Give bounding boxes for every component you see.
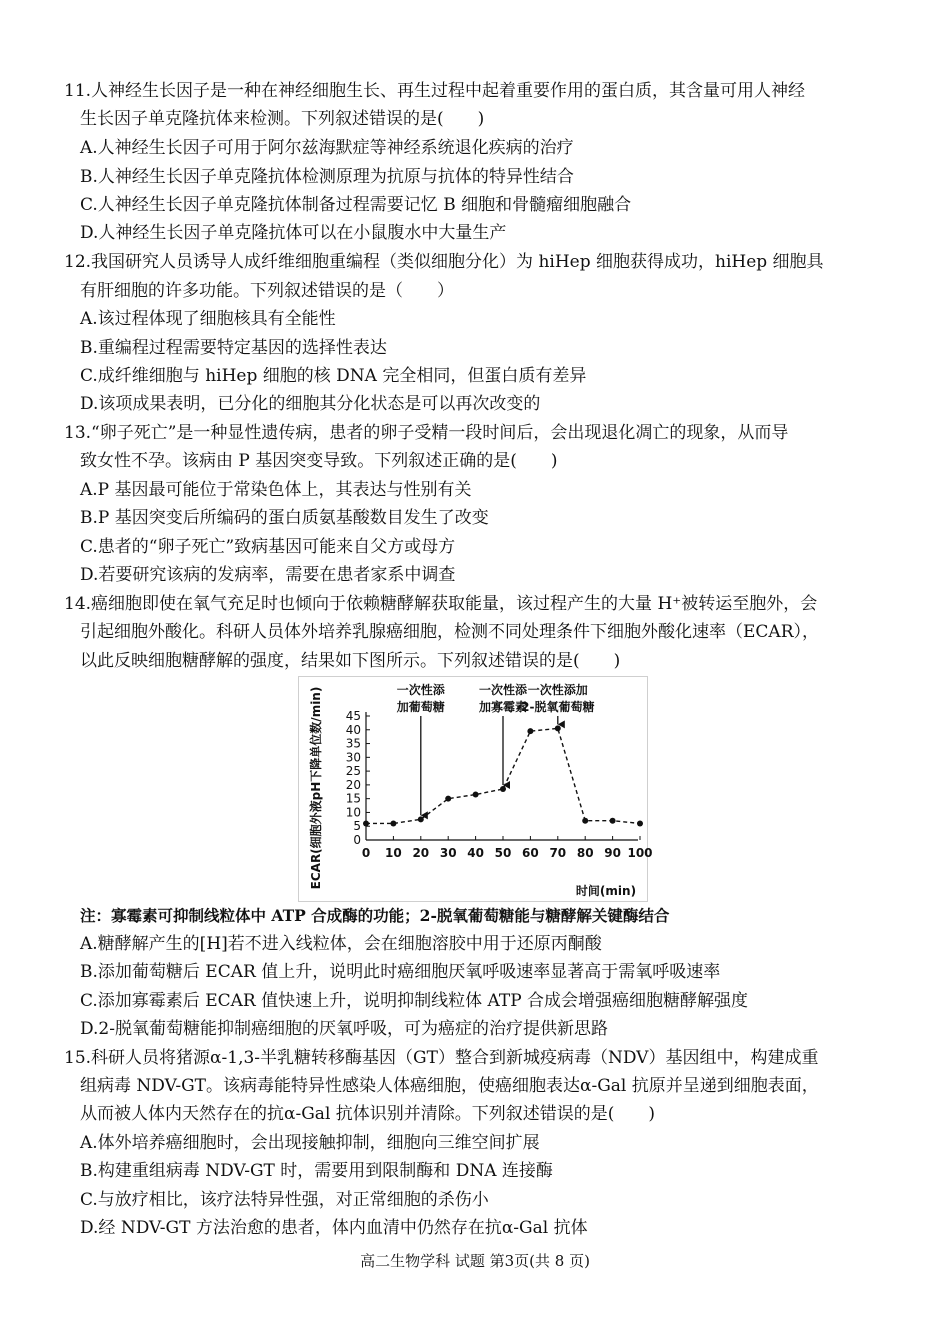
q14-chart-note: 注：寡霉素可抑制线粒体中 ATP 合成酶的功能；2-脱氧葡萄糖能与糖酵解关键酶结合 <box>80 906 670 925</box>
data-point <box>637 820 643 826</box>
q13-option-c: C.患者的“卵子死亡”致病基因可能来自父方或母方 <box>80 537 456 557</box>
q12-stem-line-2: 有肝细胞的许多功能。下列叙述错误的是（ ） <box>80 281 454 301</box>
q13-option-a: A.P 基因最可能位于常染色体上，其表达与性别有关 <box>80 480 472 500</box>
q14-option-a: A.糖酵解产生的[H]若不进入线粒体，会在细胞溶胶中用于还原丙酮酸 <box>80 934 602 954</box>
q11-option-d: D.人神经生长因子单克隆抗体可以在小鼠腹水中大量生产 <box>80 223 507 243</box>
y-tick-label: 0 <box>353 833 361 847</box>
x-tick-label: 70 <box>549 846 567 860</box>
q14-option-d: D.2-脱氧葡萄糖能抑制癌细胞的厌氧呼吸，可为癌症的治疗提供新思路 <box>80 1019 608 1039</box>
y-tick-label: 45 <box>345 709 361 723</box>
q15-option-c: C.与放疗相比，该疗法特异性强，对正常细胞的杀伤小 <box>80 1190 489 1210</box>
q13-option-d: D.若要研究该病的发病率，需要在患者家系中调查 <box>80 565 456 585</box>
q14-stem-line-3: 以此反映细胞糖酵解的强度，结果如下图所示。下列叙述错误的是( ) <box>80 651 621 671</box>
data-point <box>500 786 506 792</box>
q14-stem-line-1: 14.癌细胞即使在氧气充足时也倾向于依赖糖酵解获取能量，该过程产生的大量 H⁺被转运至胞外，会 <box>64 594 818 614</box>
data-point <box>473 792 479 798</box>
data-point <box>390 820 396 826</box>
q12-option-b: B.重编程过程需要特定基因的选择性表达 <box>80 338 387 358</box>
y-tick-label: 5 <box>353 819 361 834</box>
data-point <box>445 796 451 802</box>
x-tick-label: 40 <box>467 846 484 860</box>
annotation-label: 一次性添加 <box>527 683 588 697</box>
q15-stem-line-1: 15.科研人员将猪源α-1,3-半乳糖转移酶基因（GT）整合到新城疫病毒（NDV）基因组中，构建成重 <box>64 1048 819 1068</box>
q15-stem-line-2: 组病毒 NDV-GT。该病毒能特异性感染人体癌细胞，使癌细胞表达α-Gal 抗原并呈递到细胞表面， <box>80 1076 819 1096</box>
data-point <box>418 816 424 822</box>
x-tick-label: 30 <box>439 846 457 860</box>
q14-option-b: B.添加葡萄糖后 ECAR 值上升，说明此时癌细胞厌氧呼吸速率显著高于需氧呼吸速率 <box>80 962 721 982</box>
q11-option-a: A.人神经生长因子可用于阿尔兹海默症等神经系统退化疾病的治疗 <box>80 138 574 158</box>
y-tick-label: 10 <box>345 805 361 820</box>
annotation-label: 加寡霉素 <box>478 700 528 714</box>
x-tick-label: 20 <box>412 846 430 860</box>
annotation-label: 一次性添 <box>396 683 445 697</box>
data-point <box>555 725 561 731</box>
data-point <box>582 818 588 824</box>
q11-option-b: B.人神经生长因子单克隆抗体检测原理为抗原与抗体的特异性结合 <box>80 167 574 187</box>
q12-option-a: A.该过程体现了细胞核具有全能性 <box>80 309 336 329</box>
q15-option-a: A.体外培养癌细胞时，会出现接触抑制，细胞向三维空间扩展 <box>80 1133 540 1153</box>
q13-option-b: B.P 基因突变后所编码的蛋白质氨基酸数目发生了改变 <box>80 508 489 528</box>
y-tick-label: 20 <box>345 777 361 792</box>
chart-plot-area <box>346 682 653 860</box>
data-point <box>527 728 533 734</box>
q12-option-c: C.成纤维细胞与 hiHep 细胞的核 DNA 完全相同，但蛋白质有差异 <box>80 366 587 386</box>
q15-option-d: D.经 NDV-GT 方法治愈的患者，体内血清中仍然存在抗α-Gal 抗体 <box>80 1218 588 1238</box>
x-tick-label: 0 <box>361 846 371 860</box>
chart-y-axis-label: ECAR(细胞外液pH下降单位数/min) <box>309 686 323 890</box>
q11-stem-line-2: 生长因子单克隆抗体来检测。下列叙述错误的是( ) <box>80 109 485 129</box>
q12-option-d: D.该项成果表明，已分化的细胞其分化状态是可以再次改变的 <box>80 394 541 414</box>
page-footer: 高二生物学科 试题 第3页(共 8 页) <box>360 1252 590 1270</box>
annotation-label: 加葡萄糖 <box>396 700 445 714</box>
q15-stem-line-3: 从而被人体内天然存在的抗α-Gal 抗体识别并清除。下列叙述错误的是( ) <box>80 1104 656 1124</box>
data-point <box>363 820 369 826</box>
data-point <box>610 818 616 824</box>
x-tick-label: 10 <box>385 846 402 860</box>
q11-option-c: C.人神经生长因子单克隆抗体制备过程需要记忆 B 细胞和骨髓瘤细胞融合 <box>80 195 632 215</box>
x-tick-label: 80 <box>576 846 594 860</box>
q13-stem-line-2: 致女性不孕。该病由 P 基因突变导致。下列叙述正确的是( ) <box>80 451 558 471</box>
annotation-label: 一次性添 <box>478 683 528 697</box>
y-tick-label: 15 <box>345 791 361 806</box>
q14-stem-line-2: 引起细胞外酸化。科研人员体外培养乳腺癌细胞，检测不同处理条件下细胞外酸化速率（ECAR）， <box>80 622 819 642</box>
x-tick-label: 100 <box>627 846 653 860</box>
q11-stem-line-1: 11.人神经生长因子是一种在神经细胞生长、再生过程中起着重要作用的蛋白质，其含量可用人神经 <box>64 81 806 101</box>
q13-stem-line-1: 13.“卵子死亡”是一种显性遗传病，患者的卵子受精一段时间后，会出现退化凋亡的现象，从而导 <box>64 423 789 443</box>
y-tick-label: 30 <box>345 750 361 765</box>
q12-stem-line-1: 12.我国研究人员诱导人成纤维细胞重编程（类似细胞分化）为 hiHep 细胞获得成功，hiHep 细胞具 <box>64 252 824 272</box>
annotation-label: 2-脱氧葡萄糖 <box>521 700 595 714</box>
y-tick-label: 40 <box>345 722 361 737</box>
x-tick-label: 60 <box>522 846 539 860</box>
q14-option-c: C.添加寡霉素后 ECAR 值快速上升，说明抑制线粒体 ATP 合成会增强癌细胞糖酵解强度 <box>80 991 749 1011</box>
q15-option-b: B.构建重组病毒 NDV-GT 时，需要用到限制酶和 DNA 连接酶 <box>80 1161 553 1181</box>
x-tick-label: 50 <box>494 846 512 860</box>
chart-x-axis-label: 时间(min) <box>575 884 637 898</box>
y-tick-label: 25 <box>345 764 361 779</box>
ecar-line-chart <box>298 676 653 902</box>
x-tick-label: 90 <box>604 846 621 860</box>
y-tick-label: 35 <box>345 736 361 751</box>
